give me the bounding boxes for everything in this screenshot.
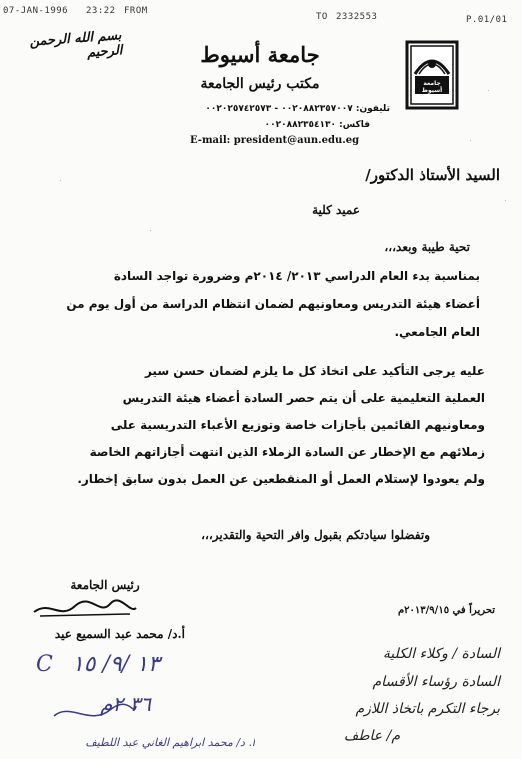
- paragraph-2-line: ولم يعودوا لإستلام العمل أو المنقطعين عن العمل بدون سابق إخطار.: [77, 472, 485, 486]
- basmala-calligraphy: بسم الله الرحمن الرحيم: [29, 28, 123, 61]
- fax-label: فاكس:: [339, 120, 370, 130]
- fax-number: ٠٠٢٠٨٨٢٣٥٤١٣٠: [264, 120, 337, 130]
- paragraph-2: [30, 358, 485, 493]
- scan-speck: [488, 90, 489, 91]
- greeting: تحية طيبة وبعد،،،: [384, 240, 470, 254]
- scan-speck: [150, 230, 151, 231]
- phone-numbers: ٠٠٢٠٨٨٢٣٥٧٠٠٧ - ٠٠٢٠٢٥٧٤٢٥٧٣: [205, 104, 353, 114]
- signature-scribble-icon: [30, 598, 140, 622]
- paragraph-1-line: أعضاء هيئة التدريس ومعاونيهم لضمان انتظام الدراسة من أول يوم من: [66, 297, 480, 311]
- signer-title: رئيس الجامعة: [70, 578, 140, 592]
- handwritten-bottom-left: ا. د/ محمد ابراهيم الغاني عبد اللطيف: [85, 736, 255, 749]
- university-logo-emblem-icon: [405, 40, 459, 110]
- addressee-role: عميد كلية: [312, 203, 360, 217]
- paragraph-2-line: العملية التعليمية على أن يتم حصر السادة أعضاء هيئة التدريس: [122, 391, 485, 405]
- signer-name: أ.د/ محمد عبد السميع عيد: [54, 627, 185, 641]
- paragraph-1-line: العام الجامعي.: [394, 325, 480, 339]
- fax-time: 23:22: [86, 6, 116, 16]
- fax-line: [200, 120, 370, 130]
- office-title: مكتب رئيس الجامعة: [200, 76, 320, 92]
- email-label: E-mail:: [190, 135, 231, 146]
- date-line: تحريراً في ٢٠١٣/٩/١٥م: [397, 605, 495, 616]
- fax-to-number: 2332553: [336, 12, 378, 22]
- email-line: [190, 135, 359, 146]
- handwritten-note-line-2: السادة رؤساء الأقسام: [372, 674, 500, 690]
- handwritten-note-line-1: السادة / وكلاء الكلية: [382, 646, 500, 662]
- paragraph-2-line: عليه يرجى التأكيد على اتخاذ كل ما يلزم لضمان حسن سير: [144, 364, 485, 378]
- scan-speck: [505, 200, 506, 201]
- paragraph-1-line: بمناسبة بدء العام الدراسي ٢٠١٣/ ٢٠١٤م وضرورة تواجد السادة: [113, 269, 480, 283]
- fax-page: P.01/01: [466, 15, 508, 25]
- phone-line: [160, 104, 390, 114]
- handwritten-number: ٣٦ ٢م: [100, 692, 151, 716]
- handwritten-note-line-3: برجاء التكرم باتخاذ اللازم: [355, 701, 500, 717]
- email-address: president@aun.edu.eg: [233, 135, 360, 146]
- university-logo: [405, 40, 459, 110]
- paragraph-2-line: ومعاونيهم القائمين بأجازات خاصة وتوزيع الأعباء التدريسية على: [110, 418, 485, 432]
- scan-speck: [470, 140, 471, 141]
- handwritten-loop-icon: [50, 698, 140, 728]
- phone-label: تليفون:: [355, 104, 390, 114]
- fax-from-label: FROM: [124, 6, 148, 16]
- fax-date: 07-JAN-1996: [3, 6, 69, 16]
- handwritten-note-line-4: م/ عاطف: [343, 728, 400, 744]
- paragraph-1: [30, 262, 480, 346]
- addressee: السيد الأستاذ الدكتور/: [365, 166, 500, 184]
- logo-text: جامعة أسيوط: [421, 80, 443, 94]
- closing-line: وتفضلوا سيادتكم بقبول وافر التحية والتقدير،،،: [201, 528, 430, 542]
- university-name: جامعة أسيوط: [200, 42, 320, 67]
- paragraph-2-line: زملائهم مع الإخطار عن السادة الزملاء الذين انتهت أجازاتهم الخاصة: [89, 445, 485, 459]
- fax-to-label: TO: [316, 12, 328, 22]
- handwritten-date: C ١٣ /٩/ ١٥: [36, 652, 160, 677]
- scan-speck: [60, 180, 61, 181]
